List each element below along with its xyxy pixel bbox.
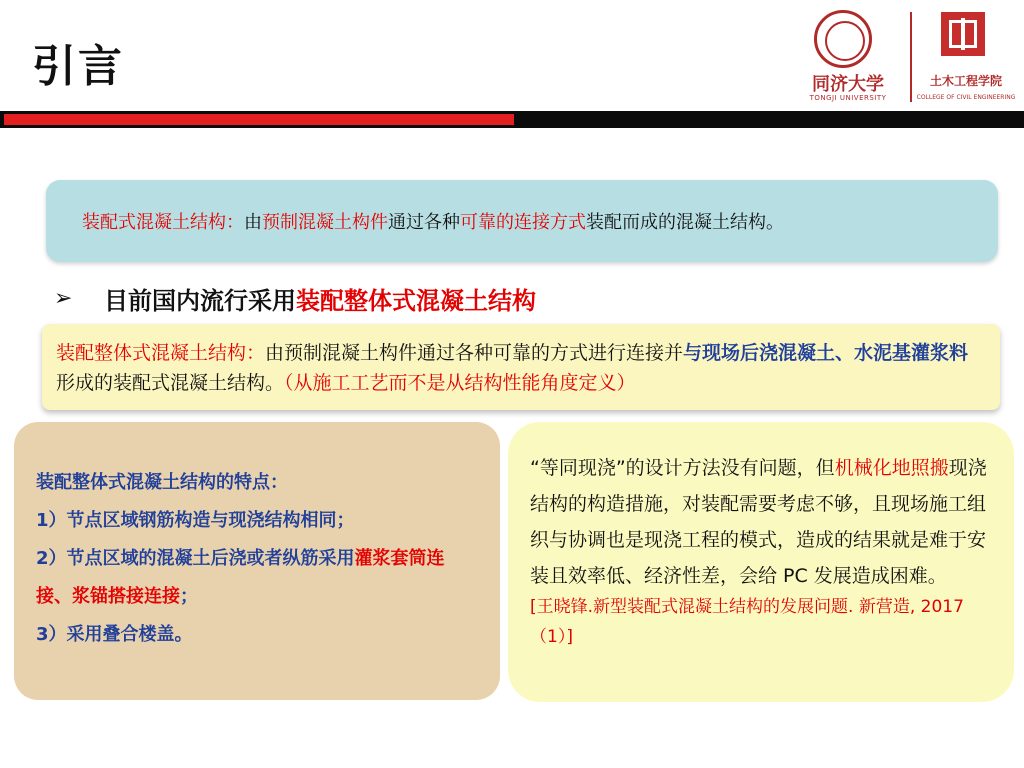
arrow-bullet-icon: ➢	[54, 285, 73, 311]
university-name-en: TONGJI UNIVERSITY	[809, 94, 887, 102]
feature-item: 1）节点区域钢筋构造与现浇结构相同；	[36, 510, 355, 531]
prefab-highlight: 与现场后浇混凝土、水泥基灌浆料	[683, 342, 969, 364]
page-title: 引言	[32, 41, 124, 92]
college-logo	[916, 8, 1016, 104]
definition-box	[46, 180, 998, 262]
definition-text: 通过各种	[388, 212, 460, 233]
definition-text: 装配而成的混凝土结构。	[586, 212, 784, 233]
features-heading: 装配整体式混凝土结构的特点：	[36, 472, 288, 493]
logo-divider	[910, 12, 912, 102]
college-name-en: COLLEGE OF CIVIL ENGINEERING	[916, 94, 1016, 101]
quote-highlight: 机械化地照搬	[834, 457, 949, 479]
citation: [王晓锋.新型装配式混凝土结构的发展问题. 新营造, 2017（1）]	[530, 597, 964, 647]
college-name: 土木工程学院	[929, 74, 1002, 88]
bullet-highlight: 装配整体式混凝土结构	[296, 286, 536, 315]
college-emblem-icon	[941, 12, 985, 56]
quote-box	[508, 422, 1014, 702]
quote-text	[530, 450, 992, 594]
feature-item-text: ；	[180, 586, 198, 607]
definition-highlight: 可靠的连接方式	[460, 212, 586, 233]
feature-item-highlight: 灌浆套筒连接、浆锚搭接连接	[36, 548, 445, 607]
definition-term: 装配式混凝土结构：	[82, 212, 244, 233]
quote-text-part: 现浇结构的构造措施，对装配需要考虑不够，且现场施工组织与协调也是现浇工程的模式，造成的结果就是难于安装且效率低、经济性差，会给 PC 发展造成困难。	[530, 457, 987, 587]
university-seal-icon	[814, 10, 872, 68]
definition-highlight: 预制混凝土构件	[262, 212, 388, 233]
prefab-definition-box	[42, 324, 1000, 410]
header-accent-bar	[4, 114, 514, 125]
bullet-text: 目前国内流行采用	[104, 286, 296, 315]
prefab-text: 形成的装配式混凝土结构。	[56, 372, 285, 394]
header-divider-bar	[0, 111, 1024, 128]
feature-item	[36, 540, 480, 616]
prefab-text: 由预制混凝土构件通过各种可靠的方式进行连接并	[265, 342, 684, 364]
prefab-note: （从施工工艺而不是从结构性能角度定义）	[284, 372, 636, 394]
university-name: 同济大学	[812, 74, 884, 95]
feature-item: 3）采用叠合楼盖。	[36, 624, 193, 645]
tongji-university-logo	[794, 8, 904, 104]
feature-item-text: 2）节点区域的混凝土后浇或者纵筋采用	[36, 548, 355, 569]
bullet-point	[54, 280, 536, 316]
quote-text-part: “等同现浇”的设计方法没有问题，但	[530, 457, 835, 479]
features-box	[14, 422, 500, 700]
logo-group	[794, 8, 1016, 104]
prefab-term: 装配整体式混凝土结构：	[56, 342, 266, 364]
definition-text: 由	[244, 212, 262, 233]
